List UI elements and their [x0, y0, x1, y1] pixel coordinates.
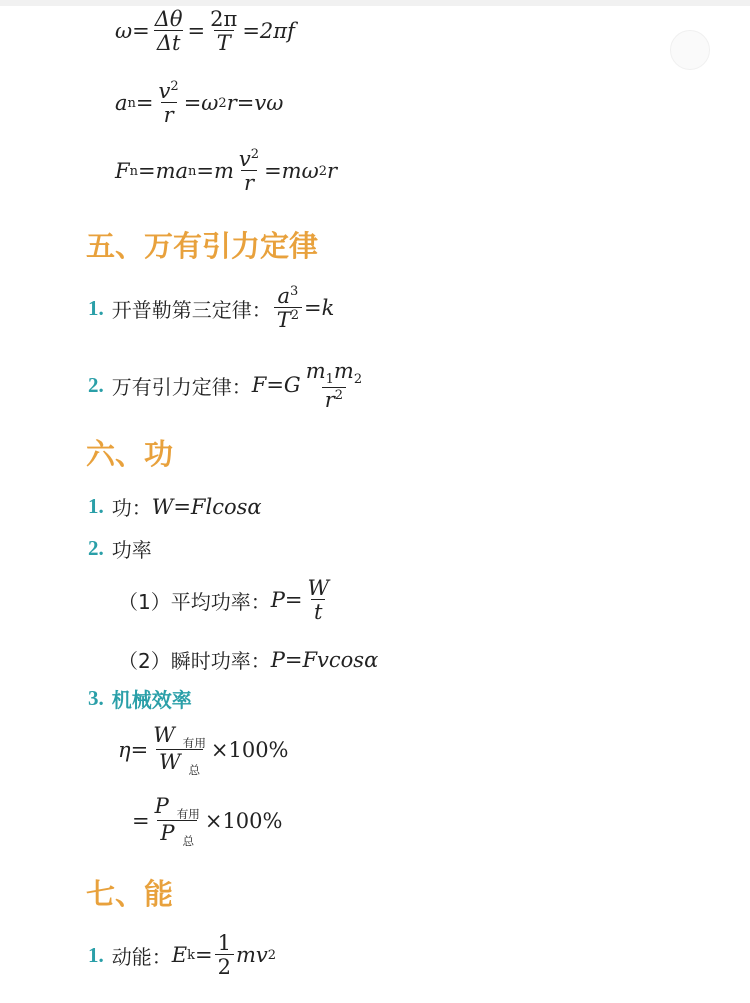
- a-symbol: a: [115, 91, 128, 116]
- denominator: T: [214, 30, 234, 54]
- kepler-third-law: [88, 285, 334, 331]
- m1: m: [305, 359, 326, 383]
- denominator: r: [324, 387, 335, 412]
- mechanical-efficiency-item: [88, 684, 192, 713]
- avg-power-lhs: P=: [270, 588, 303, 613]
- item-label: 功率: [111, 538, 152, 562]
- fraction-1-2: [215, 932, 234, 978]
- v-sup: 2: [267, 947, 277, 963]
- item-label: 机械效率: [111, 688, 192, 712]
- f-symbol: F: [115, 159, 130, 184]
- percent-rest: ×100%: [204, 809, 283, 834]
- equals: =: [194, 943, 213, 968]
- numerator: v: [238, 147, 251, 171]
- denominator: r: [241, 170, 257, 194]
- a-subscript: n: [127, 95, 136, 111]
- denominator: T: [276, 308, 291, 333]
- item-label: 动能：: [111, 944, 172, 969]
- denominator: r: [161, 102, 177, 126]
- item-number: 2.: [88, 536, 104, 560]
- a-subscript: n: [188, 163, 197, 179]
- item-label: 开普勒第三定律：: [111, 297, 272, 322]
- an-rest1: =ω: [183, 91, 219, 116]
- power-item: [88, 534, 152, 563]
- numerator: P: [154, 794, 169, 818]
- numerator: a: [277, 284, 291, 308]
- fraction-Wuseful-Wtotal: [150, 724, 209, 777]
- numerator: 2π: [210, 7, 238, 31]
- m2-sub: 2: [353, 372, 363, 388]
- mv: mv: [235, 943, 268, 968]
- item-number: 3.: [88, 686, 104, 710]
- fn-rest2: r: [326, 159, 338, 184]
- m2: m: [333, 359, 354, 383]
- numerator: 1: [217, 931, 231, 955]
- universal-gravitation-law: [88, 360, 367, 411]
- item-number: 1.: [88, 295, 104, 320]
- work-equation: W=Flcosα: [151, 494, 262, 519]
- denominator-sub: 总: [182, 834, 195, 849]
- omega-sup: 2: [318, 163, 327, 179]
- efficiency-work-formula: [118, 724, 289, 777]
- numerator-sup: 2: [250, 147, 260, 162]
- numerator-sup: 3: [290, 284, 299, 299]
- fraction-W-t: [304, 577, 332, 623]
- item-number: 2.: [88, 372, 104, 397]
- numerator-sup: 2: [170, 79, 179, 94]
- equals: =: [187, 19, 206, 44]
- denominator-sup: 2: [290, 308, 300, 324]
- denominator: 2: [215, 954, 234, 978]
- denominator: Δt: [154, 30, 184, 54]
- denominator-sub: 总: [188, 763, 201, 778]
- efficiency-power-formula: [132, 795, 282, 848]
- fraction-dtheta-dt: [152, 8, 186, 54]
- fraction-v2-r: [236, 148, 262, 194]
- omega-rest: =2πf: [242, 19, 295, 44]
- m1-sub: 1: [325, 372, 334, 388]
- centripetal-acceleration-formula: [115, 80, 283, 126]
- average-power: [118, 577, 334, 623]
- fn-eq2: =m: [196, 159, 234, 184]
- section-heading-work: 六、功: [86, 437, 174, 471]
- numerator: W: [153, 723, 175, 747]
- fraction-a3-T2: [274, 285, 302, 331]
- section-heading-gravitation: 五、万有引力定律: [86, 229, 319, 263]
- numerator: v: [158, 79, 171, 103]
- numerator-sub: 有用: [176, 807, 200, 822]
- equals: =: [132, 809, 150, 834]
- fraction-m1m2-r2: [303, 360, 365, 411]
- kinetic-energy-formula: [88, 932, 276, 978]
- floating-button[interactable]: [670, 30, 710, 70]
- fn-eq1: =ma: [137, 159, 188, 184]
- section-heading-energy: 七、能: [86, 877, 174, 911]
- numerator: Δθ: [154, 7, 183, 31]
- equals: =: [135, 91, 154, 116]
- eta-lhs: η=: [118, 738, 149, 763]
- omega-lhs: ω=: [115, 19, 150, 44]
- fn-rest1: =mω: [264, 159, 319, 184]
- fraction-v2-r: [156, 80, 182, 126]
- item-label: 万有引力定律：: [111, 374, 252, 399]
- angular-velocity-formula: [115, 8, 295, 54]
- numerator-sub: 有用: [182, 736, 206, 751]
- centripetal-force-formula: [115, 148, 337, 194]
- denominator-sup: 2: [334, 387, 344, 403]
- work-formula: [88, 492, 262, 521]
- an-rest2: r=vω: [226, 91, 284, 116]
- e-symbol: E: [171, 943, 188, 968]
- percent-rest: ×100%: [210, 738, 289, 763]
- f-subscript: n: [129, 163, 138, 179]
- item-number: 1.: [88, 942, 104, 967]
- sub-label: （2）瞬时功率：: [118, 649, 271, 673]
- sub-label: （1）平均功率：: [118, 589, 271, 614]
- denominator: W: [158, 750, 181, 775]
- fraction-2pi-T: [207, 8, 240, 54]
- denominator: P: [160, 821, 175, 846]
- e-subscript: k: [187, 947, 195, 963]
- inst-power-equation: P=Fvcosα: [270, 647, 379, 672]
- item-number: 1.: [88, 494, 104, 518]
- kepler-rest: =k: [304, 296, 335, 321]
- denominator: t: [311, 599, 325, 623]
- numerator: W: [307, 576, 330, 600]
- fraction-Puseful-Ptotal: [152, 795, 203, 848]
- gravity-lhs: F=G: [251, 373, 301, 398]
- top-divider: [0, 0, 750, 6]
- item-label: 功：: [111, 496, 152, 520]
- omega-sup: 2: [218, 95, 227, 111]
- instantaneous-power: [118, 645, 378, 674]
